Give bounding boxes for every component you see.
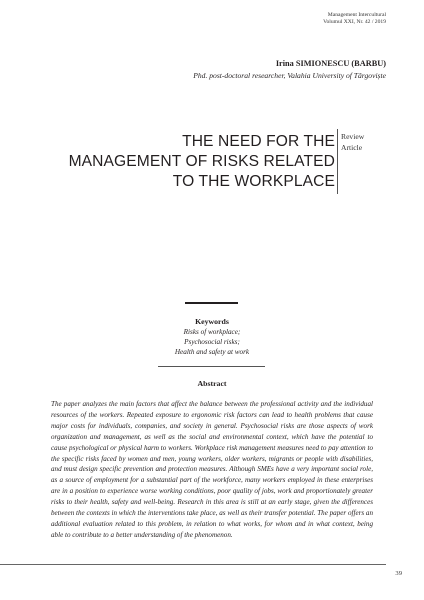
- title-divider: [337, 129, 338, 194]
- keyword-item: Health and safety at work: [174, 348, 250, 357]
- journal-name: Management Intercultural: [327, 12, 386, 18]
- keywords-bar: [185, 302, 238, 304]
- journal-volume: Volumul XXI, Nr. 42 / 2019: [323, 18, 386, 25]
- title-line: THE NEED FOR THE: [182, 133, 335, 150]
- abstract-text: The paper analyzes the main factors that affect the balance between the professional activity and the individual resources of the workers. Repeated exposure to ergonomic risk factors can lead to health problems that cause major costs for individuals, companies, and society in general. Psychosocial risks are those aspects of work organization and management, as well as the social and environmental context, which have the potential to cause psychological or physical harm to workers. Workplace risk management measures need to pay attention to the specific risks faced by women and men, young workers, older workers, migrants or people with disabilities, and must design specific prevention and protection measures. Although SMEs have a very important social role, as a source of employment for a substantial part of the workforce, many workers employed in these enterprises are in a position to experience worse working conditions, poor quality of jobs, work and proportionately greater risks to their health, safety and well-being. Research in this area is still at an early stage, given the differences between the contexts in which the interventions take place, as well as their transfer potential. The paper offers an additional evaluation related to this problem, in relation to what works, for whom and in what context, being able to contribute to a better understanding of the phenomenon.: [51, 400, 373, 539]
- keywords-list: [120, 327, 304, 358]
- page-number: 39: [395, 570, 402, 577]
- title-line: MANAGEMENT OF RISKS RELATED: [68, 153, 335, 170]
- author-name: Irina SIMIONESCU (BARBU): [275, 59, 386, 68]
- keywords-heading: Keywords: [195, 317, 229, 326]
- keyword-item: Psychosocial risks;: [184, 338, 240, 347]
- article-title: [40, 132, 335, 192]
- journal-header: [323, 12, 386, 25]
- article-type-line: Article: [341, 143, 363, 152]
- article-type: [341, 131, 364, 153]
- author-affiliation: Phd. post-doctoral researcher, Valahia University of Târgoviște: [193, 71, 386, 80]
- keywords-divider: [158, 366, 265, 367]
- keyword-item: Risks of workplace;: [183, 328, 241, 336]
- abstract-heading: Abstract: [197, 379, 227, 388]
- article-type-line: Review: [341, 132, 365, 141]
- title-line: TO THE WORKPLACE: [172, 173, 335, 190]
- footer-divider: [0, 564, 386, 565]
